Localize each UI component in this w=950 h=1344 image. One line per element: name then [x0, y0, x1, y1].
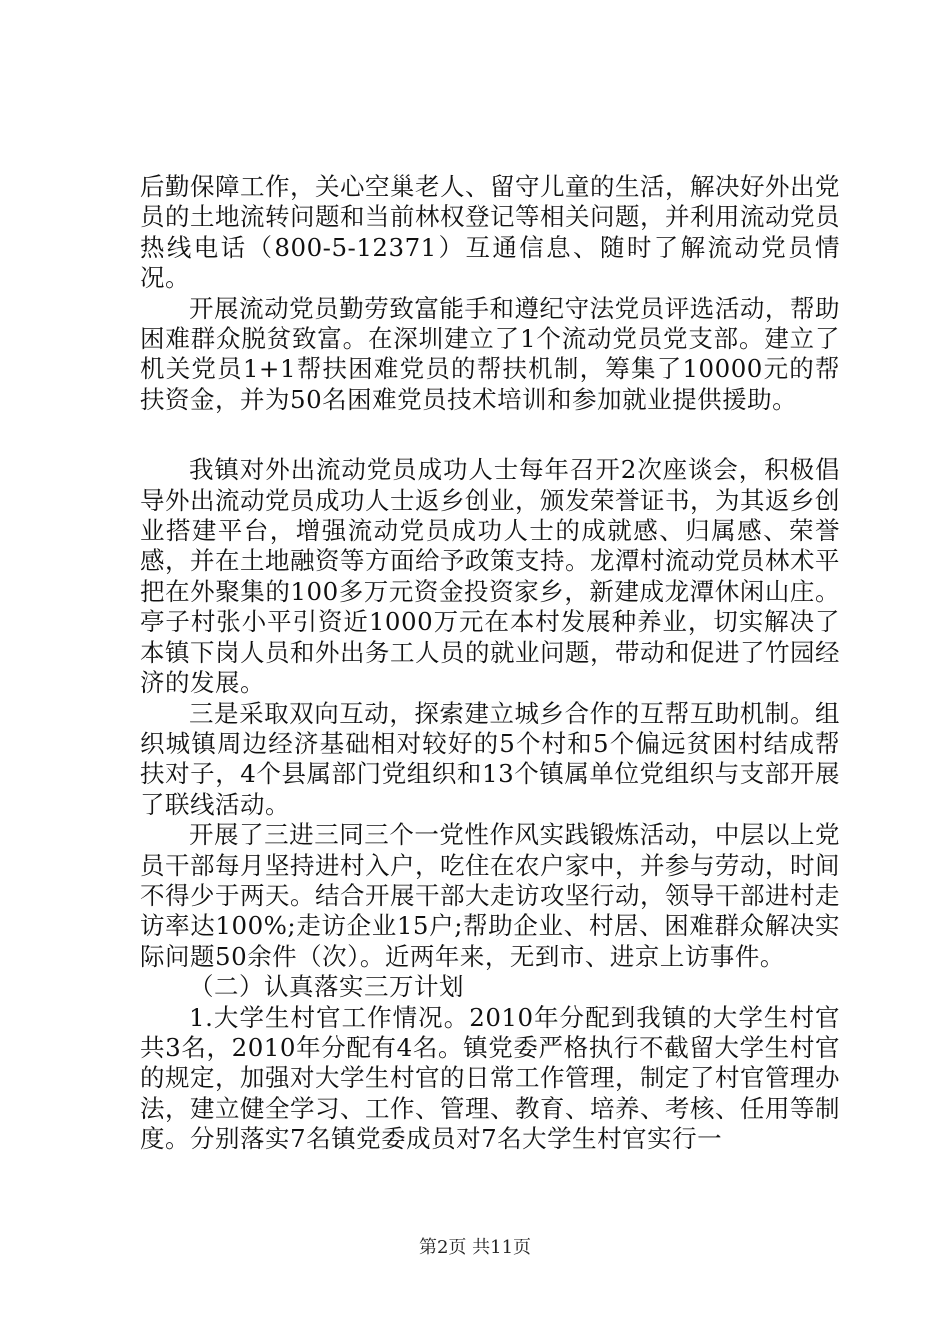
- section-heading: （二）认真落实三万计划: [189, 972, 464, 1002]
- paragraph-6: 1.大学生村官工作情况。2010年分配到我镇的大学生村官共3名，2010年分配有4名。镇党委严格执行不截留大学生村官的规定，加强对大学生村官的日常工作管理，制定了村官管理办法，建立健全学习、工作、管理、教育、培养、考核、任用等制度。分别落实7名镇党委成员对7名大学生村官实行一: [140, 1002, 840, 1154]
- document-body: [140, 172, 840, 1155]
- page-number-footer: 第2页 共11页: [418, 1237, 532, 1258]
- paragraph-2: 开展流动党员勤劳致富能手和遵纪守法党员评选活动，帮助困难群众脱贫致富。在深圳建立了1个流动党员党支部。建立了机关党员1+1帮扶困难党员的帮扶机制，筹集了10000元的帮扶资金，并为50名困难党员技术培训和参加就业提供援助。: [140, 293, 840, 414]
- paragraph-spacer: [140, 415, 840, 455]
- paragraph-3: 我镇对外出流动党员成功人士每年召开2次座谈会，积极倡导外出流动党员成功人士返乡创业，颁发荣誉证书，为其返乡创业搭建平台，增强流动党员成功人士的成就感、归属感、荣誉感，并在土地融资等方面给予政策支持。龙潭村流动党员林术平把在外聚集的100多万元资金投资家乡，新建成龙潭休闲山庄。亭子村张小平引资近1000万元在本村发展种养业，切实解决了本镇下岗人员和外出务工人员的就业问题，带动和促进了竹园经济的发展。: [140, 455, 840, 698]
- paragraph-1: 后勤保障工作，关心空巢老人、留守儿童的生活，解决好外出党员的土地流转问题和当前林权登记等相关问题，并利用流动党员热线电话（800-5-12371）互通信息、随时了解流动党员情况。: [140, 172, 840, 293]
- paragraph-4: 三是采取双向互动，探索建立城乡合作的互帮互助机制。组织城镇周边经济基础相对较好的5个村和5个偏远贫困村结成帮扶对子，4个县属部门党组织和13个镇属单位党组织与支部开展了联线活动。: [140, 698, 840, 819]
- paragraph-5: 开展了三进三同三个一党性作风实践锻炼活动，中层以上党员干部每月坚持进村入户，吃住在农户家中，并参与劳动，时间不得少于两天。结合开展干部大走访攻坚行动，领导干部进村走访率达100%;走访企业15户;帮助企业、村居、困难群众解决实际问题50余件（次）。近两年来，无到市、进京上访事件。: [140, 820, 840, 971]
